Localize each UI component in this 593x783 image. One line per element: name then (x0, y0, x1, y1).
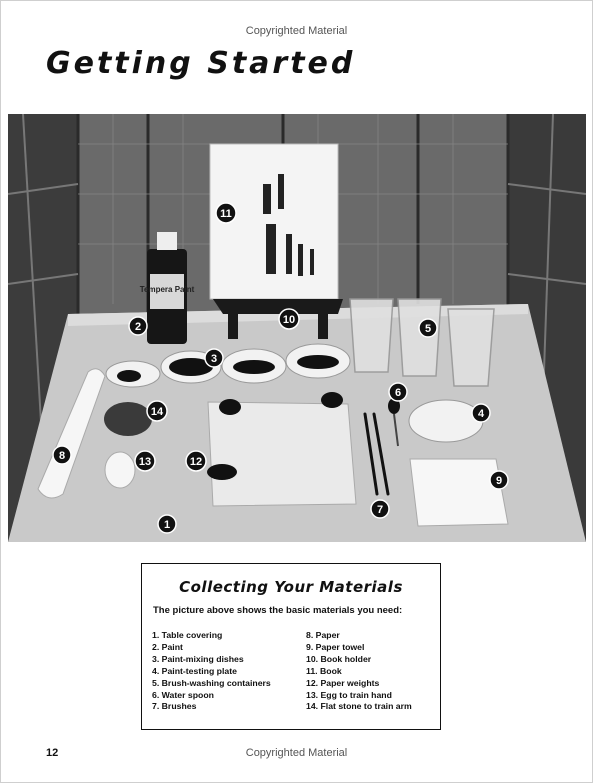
svg-text:5: 5 (424, 323, 432, 335)
badge-14 (147, 401, 167, 421)
materials-intro: The picture above shows the basic materials you need: (153, 605, 403, 616)
materials-box (141, 563, 441, 730)
svg-text:1: 1 (163, 519, 171, 531)
badge-11 (216, 203, 236, 223)
badge-12 (186, 451, 206, 471)
badge-9 (490, 471, 508, 489)
badge-2 (129, 317, 147, 335)
svg-text:8: 8 (58, 450, 66, 462)
bottle-label: Tempera Paint (139, 285, 195, 294)
badge-7 (371, 500, 389, 518)
badge-6 (389, 383, 407, 401)
materials-photo (8, 114, 586, 542)
list-item: 4. Paint-testing plate (152, 665, 237, 676)
svg-text:10: 10 (282, 314, 296, 326)
list-item: 2. Paint (152, 641, 183, 652)
list-item: 7. Brushes (152, 701, 197, 712)
svg-text:2: 2 (134, 321, 142, 333)
svg-text:6: 6 (394, 387, 402, 399)
page-number: 12 (46, 747, 59, 759)
svg-text:11: 11 (220, 208, 232, 220)
svg-text:9: 9 (495, 475, 503, 487)
materials-title: Collecting Your Materials (179, 578, 403, 596)
svg-text:7: 7 (376, 504, 384, 516)
badge-1 (158, 515, 176, 533)
svg-text:13: 13 (138, 456, 152, 468)
svg-text:4: 4 (477, 408, 485, 420)
list-item: 6. Water spoon (152, 689, 214, 700)
list-item: 10. Book holder (306, 653, 372, 664)
svg-text:14: 14 (150, 406, 164, 418)
materials-list (152, 630, 430, 713)
materials-column-left (152, 630, 306, 713)
list-item: 9. Paper towel (306, 641, 365, 652)
list-item: 12. Paper weights (306, 677, 380, 688)
list-item: 13. Egg to train hand (306, 689, 392, 700)
badge-3 (205, 349, 223, 367)
badge-8 (53, 446, 71, 464)
list-item: 1. Table covering (152, 630, 223, 640)
header-copyright: Copyrighted Material (245, 25, 348, 37)
materials-column-right (306, 630, 412, 713)
list-item: 11. Book (306, 665, 342, 676)
svg-text:12: 12 (189, 456, 203, 468)
list-item: 8. Paper (306, 630, 340, 640)
badge-4 (472, 404, 490, 422)
list-item: 5. Brush-washing containers (152, 677, 271, 688)
badge-5 (419, 319, 437, 337)
page-title: Getting Started (46, 46, 356, 81)
list-item: 3. Paint-mixing dishes (152, 653, 244, 664)
svg-text:3: 3 (210, 353, 218, 365)
badge-10 (279, 309, 299, 329)
list-item: 14. Flat stone to train arm (306, 701, 412, 712)
footer-copyright: Copyrighted Material (245, 747, 348, 759)
badge-13 (135, 451, 155, 471)
